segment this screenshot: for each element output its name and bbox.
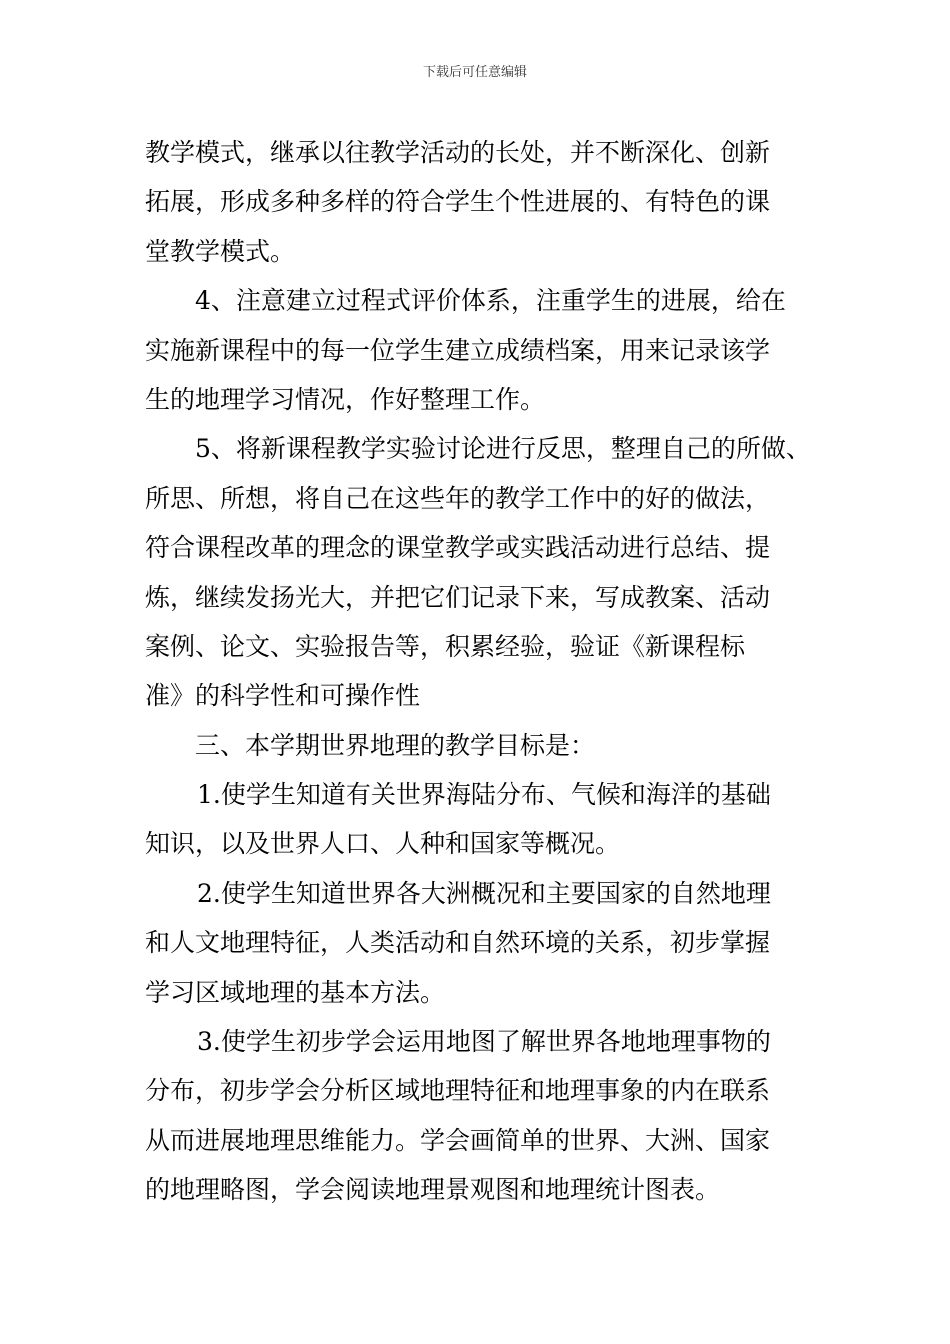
paragraph-first-line: 4、注意建立过程式评价体系，注重学生的进展，给在 [195,286,786,316]
text-line: 学习区域地理的基本方法。 [145,977,446,1007]
page-header: 下载后可任意编辑 [422,65,527,80]
text-line: 从而进展地理思维能力。学会画简单的世界、大洲、国家 [145,1125,771,1155]
text-line: 教学模式，继承以往教学活动的长处，并不断深化、创新 [145,138,771,167]
text-line: 准》的科学性和可操作性 [145,681,421,711]
text-line: 实施新课程中的每一位学生建立成绩档案，用来记录该学 [145,335,771,365]
text-line: 知识，以及世界人口、人种和国家等概况。 [145,829,621,859]
paragraph-first-line: 3.使学生初步学会运用地图了解世界各地地理事物的 [197,1027,771,1057]
text-line: 分布，初步学会分析区域地理特征和地理事象的内在联系 [145,1076,771,1106]
text-line: 拓展，形成多种多样的符合学生个性进展的、有特色的课 [145,187,771,217]
text-line: 和人文地理特征，人类活动和自然环境的关系，初步掌握 [145,928,771,958]
text-line: 生的地理学习情况，作好整理工作。 [145,384,546,414]
text-line: 炼，继续发扬光大，并把它们记录下来，写成教案、活动 [145,582,771,612]
section-heading: 三、本学期世界地理的教学目标是： [195,730,596,760]
paragraph-first-line: 2.使学生知道世界各大洲概况和主要国家的自然地理 [197,878,771,908]
text-line: 所思、所想，将自己在这些年的教学工作中的好的做法， [145,483,771,513]
text-line: 堂教学模式。 [145,236,296,266]
document-body [145,128,815,1215]
text-line: 案例、论文、实验报告等，积累经验，验证《新课程标 [145,631,746,661]
paragraph-first-line: 1.使学生知道有关世界海陆分布、气候和海洋的基础 [197,780,771,810]
text-line: 的地理略图，学会阅读地理景观图和地理统计图表。 [145,1175,721,1205]
text-line: 符合课程改革的理念的课堂教学或实践活动进行总结、提 [145,533,771,563]
paragraph-first-line: 5、将新课程教学实验讨论进行反思，整理自己的所做、 [195,434,811,464]
